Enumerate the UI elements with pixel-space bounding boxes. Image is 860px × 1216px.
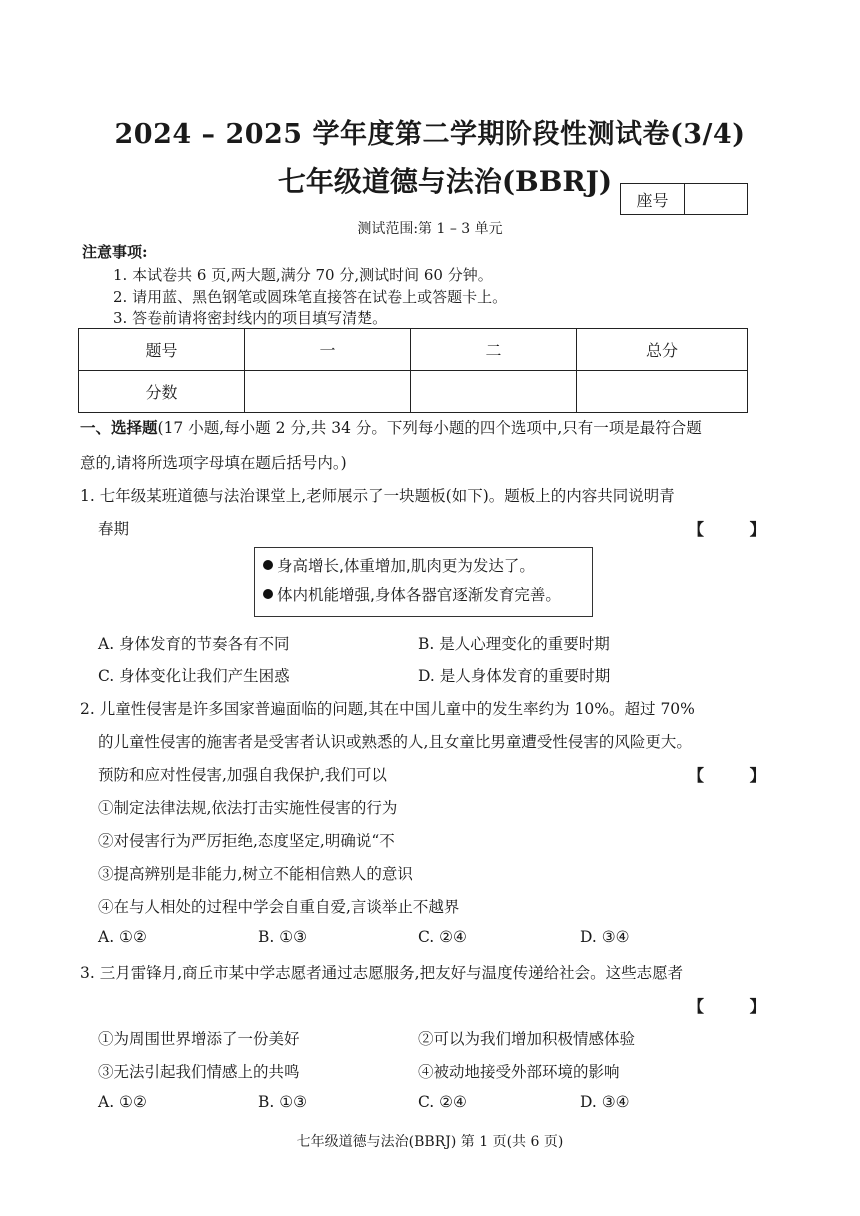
note-item: 1. 本试卷共 6 页,两大题,满分 70 分,测试时间 60 分钟。 — [113, 266, 493, 284]
board-text: 体内机能增强,身体各器官逐渐发育完善。 — [277, 586, 561, 604]
statement-item: ②对侵害行为严厉拒绝,态度坚定,明确说“不 — [98, 832, 395, 850]
answer-bracket-q1[interactable]: 【 】 — [688, 520, 786, 539]
score-table-header: 二 — [411, 329, 577, 371]
exam-subtitle: 七年级道德与法治(BBRJ) — [277, 165, 613, 198]
score-cell[interactable] — [245, 371, 411, 413]
section-intro — [80, 416, 760, 438]
score-cell[interactable] — [411, 371, 577, 413]
score-table — [78, 328, 748, 413]
board-line — [263, 583, 592, 612]
option-a[interactable]: A. ①② — [98, 1093, 147, 1111]
exam-title: 2024 – 2025 学年度第二学期阶段性测试卷(3/4) — [114, 119, 746, 150]
board-line — [263, 554, 592, 583]
answer-bracket-q2[interactable]: 【 】 — [688, 766, 786, 785]
bullet-icon — [263, 589, 273, 599]
option-a[interactable]: A. 身体发育的节奏各有不同 — [98, 635, 290, 653]
statement-item: ④在与人相处的过程中学会自重自爱,言谈举止不越界 — [98, 898, 460, 916]
question-2-stem: 预防和应对性侵害,加强自我保护,我们可以 — [98, 766, 387, 784]
seat-number-box — [620, 183, 748, 215]
score-cell[interactable] — [577, 371, 748, 413]
score-table-header: 题号 — [79, 329, 245, 371]
answer-bracket-q3[interactable]: 【 】 — [688, 997, 786, 1016]
statement-item: ①为周围世界增添了一份美好 — [98, 1030, 300, 1048]
seat-label: 座号 — [621, 184, 685, 214]
statement-item: ④被动地接受外部环境的影响 — [418, 1063, 620, 1081]
option-c[interactable]: C. ②④ — [418, 928, 467, 946]
option-d[interactable]: D. 是人身体发育的重要时期 — [418, 667, 611, 685]
seat-value-field[interactable] — [685, 184, 747, 214]
board-text: 身高增长,体重增加,肌肉更为发达了。 — [277, 557, 535, 575]
option-d[interactable]: D. ③④ — [580, 928, 630, 946]
option-b[interactable]: B. ①③ — [258, 1093, 308, 1111]
note-item: 2. 请用蓝、黑色钢笔或圆珠笔直接答在试卷上或答题卡上。 — [113, 288, 508, 306]
option-c[interactable]: C. 身体变化让我们产生困惑 — [98, 667, 290, 685]
statement-item: ③提高辨别是非能力,树立不能相信熟人的意识 — [98, 865, 413, 883]
question-2-stem: 2. 儿童性侵害是许多国家普遍面临的问题,其在中国儿童中的发生率约为 10%。超过 70% — [80, 700, 695, 718]
section-heading: 一、选择题 — [80, 418, 158, 437]
option-c[interactable]: C. ②④ — [418, 1093, 467, 1111]
bullet-icon — [263, 560, 273, 570]
statement-item: ①制定法律法规,依法打击实施性侵害的行为 — [98, 799, 398, 817]
notes-heading: 注意事项: — [82, 243, 148, 261]
test-scope: 测试范围:第 1 – 3 单元 — [357, 221, 503, 237]
statement-item: ②可以为我们增加积极情感体验 — [418, 1030, 636, 1048]
score-table-header: 一 — [245, 329, 411, 371]
option-b[interactable]: B. 是人心理变化的重要时期 — [418, 635, 610, 653]
question-1-stem: 春期 — [98, 520, 130, 538]
question-3-stem: 3. 三月雷锋月,商丘市某中学志愿者通过志愿服务,把友好与温度传递给社会。这些志愿者 — [80, 964, 684, 982]
question-1-stem: 1. 七年级某班道德与法治课堂上,老师展示了一块题板(如下)。题板上的内容共同说明青 — [80, 487, 675, 505]
score-table-header: 总分 — [577, 329, 748, 371]
option-d[interactable]: D. ③④ — [580, 1093, 630, 1111]
note-item: 3. 答卷前请将密封线内的项目填写清楚。 — [113, 309, 388, 327]
section-intro-text: (17 小题,每小题 2 分,共 34 分。下列每小题的四个选项中,只有一项是最符合题 — [157, 419, 702, 437]
statement-item: ③无法引起我们情感上的共鸣 — [98, 1063, 300, 1081]
score-row-label: 分数 — [79, 371, 245, 413]
option-a[interactable]: A. ①② — [98, 928, 147, 946]
question-1-board — [254, 547, 593, 617]
option-b[interactable]: B. ①③ — [258, 928, 308, 946]
page-footer: 七年级道德与法治(BBRJ) 第 1 页(共 6 页) — [296, 1134, 564, 1150]
section-intro-text: 意的,请将所选项字母填在题后括号内。) — [80, 454, 347, 472]
question-2-stem: 的儿童性侵害的施害者是受害者认识或熟悉的人,且女童比男童遭受性侵害的风险更大。 — [98, 733, 692, 751]
